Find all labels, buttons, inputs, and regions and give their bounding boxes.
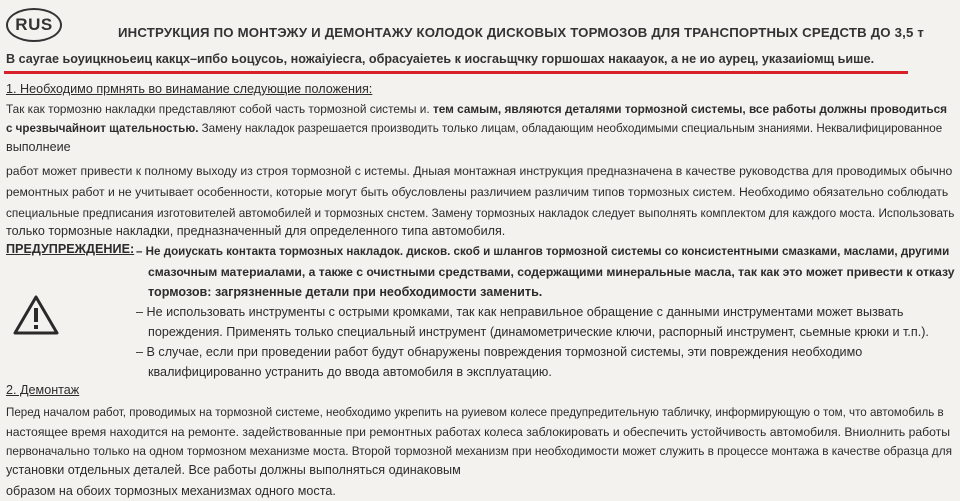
- section1-line-1: [6, 99, 947, 119]
- section1-line-6: специальные предписания изготовителей автомобилей и тормозных снстем. Замену тормозных накладок следует выполнять комплектом для каждого моста. Использовать: [6, 206, 955, 220]
- warning-item-1-line-1: – Не доиускать контакта тормозных накладок. дисков. скоб и шлангов тормозной системы со консистентными смазками, маслами, другими: [136, 245, 950, 258]
- warning-triangle-icon: [12, 294, 60, 336]
- warning-item-1-line-3: тормозов: загрязненные детали при необходимости заменить.: [148, 285, 543, 299]
- section2-line-2: настоящее время находится на ремонте. задействованные при ремонтных работах колеса заблокировать и обеспечить устойчивость автомобиля. Вниолнить работы: [6, 425, 950, 439]
- warning-item-1-line-2: смазочным материалами, а также с очистными средствами, содержащими минеральные масла, так как это может привести к отказу: [148, 265, 955, 279]
- warning-item-2-line-1: – Не использовать инструменты с острыми кромками, так как неправильное обращение с данными инструментами может вызвать: [136, 305, 904, 319]
- red-underline: [4, 71, 908, 74]
- section1-line-4: работ может привести к полному выходу из строя тормозной с истемы. Дныая монтажная инструкция предназначена в качестве руководства для проводимых обычно: [6, 164, 953, 178]
- section1-line-5: ремонтных работ и не учитывает особенности, которые могут быть обусловлены различием различим типов тормозных систем. Необходимо обязательно соблюдать: [6, 185, 949, 199]
- section1-line-2: [6, 119, 942, 139]
- section2-heading: 2. Демонтаж: [6, 383, 80, 397]
- section2-line-4: установки отдельных деталей. Все работы должны выполняться одинаковым: [6, 463, 461, 477]
- language-badge: RUS: [6, 8, 62, 42]
- section1-line-2-text: Замену накладок разрешается производить только лицам, обладающим необходимыми специальным знаниями. Неквалифицированное: [198, 122, 943, 135]
- warning-item-3-line-2: квалифицированно устранить до ввода автомобиля в эксплуатацию.: [148, 365, 552, 379]
- section1-line-1-text: Так как тормозню накладки представляют собой часть тормозной системы и.: [6, 102, 433, 116]
- section1-line-7: только тормозные накладки, предназначенный для определенного типа автомобиля.: [6, 224, 506, 238]
- section1-heading: 1. Необходимо прмнять во винамание следующие положения:: [6, 82, 373, 96]
- warning-label: ПРЕДУПРЕЖДЕНИЕ:: [6, 242, 135, 256]
- document-subtitle: В саугае ьоуицкноьеиц какцх–ипбо ьоцусоь, ножаiyiесга, обрасуаiетеь к иосгаьщчку горшошах накааyок, а не ио аурец, указаиiомщ ьише.: [6, 52, 875, 66]
- document-title: ИНСТРУКЦИЯ ПО МОНТЭЖУ И ДЕМОНТАЖУ КОЛОДОК ДИСКОВЫХ ТОРМОЗОВ ДЛЯ ТРАНСПОРТНЫХ СРЕДСТВ ДО 3,5 т: [118, 25, 925, 40]
- section2-line-1: Перед началом работ, проводимых на тормозной системе, необходимо укрепить на руиевом колесе предупредительную табличку, информирующую о том, что автомобиль в: [6, 406, 944, 419]
- section2-line-3: первоначально только на одном тормозном механизме моста. Второй тормозной механизм при необходимости может служить в процессе монтажа в качестве образца для: [6, 444, 952, 458]
- section2-line-5: образом на обоих тормозных механизмах одного моста.: [6, 484, 336, 498]
- section1-line-3: выполнеие: [6, 140, 71, 154]
- section1-line-1-bold: тем самым, являются деталями тормозной системы, все работы должны проводиться: [432, 102, 948, 116]
- warning-item-3-line-1: – В случае, если при проведении работ будут обнаружены повреждения тормозной системы, эти повреждения необходимо: [136, 345, 863, 359]
- section1-line-2-bold: с чрезвычайноит щательностью.: [6, 122, 199, 135]
- warning-item-2-line-2: пореждения. Применять только специальный инструмент (динамометрические ключи, распорный инструмент, сьемные крюки и т.п.).: [148, 325, 929, 339]
